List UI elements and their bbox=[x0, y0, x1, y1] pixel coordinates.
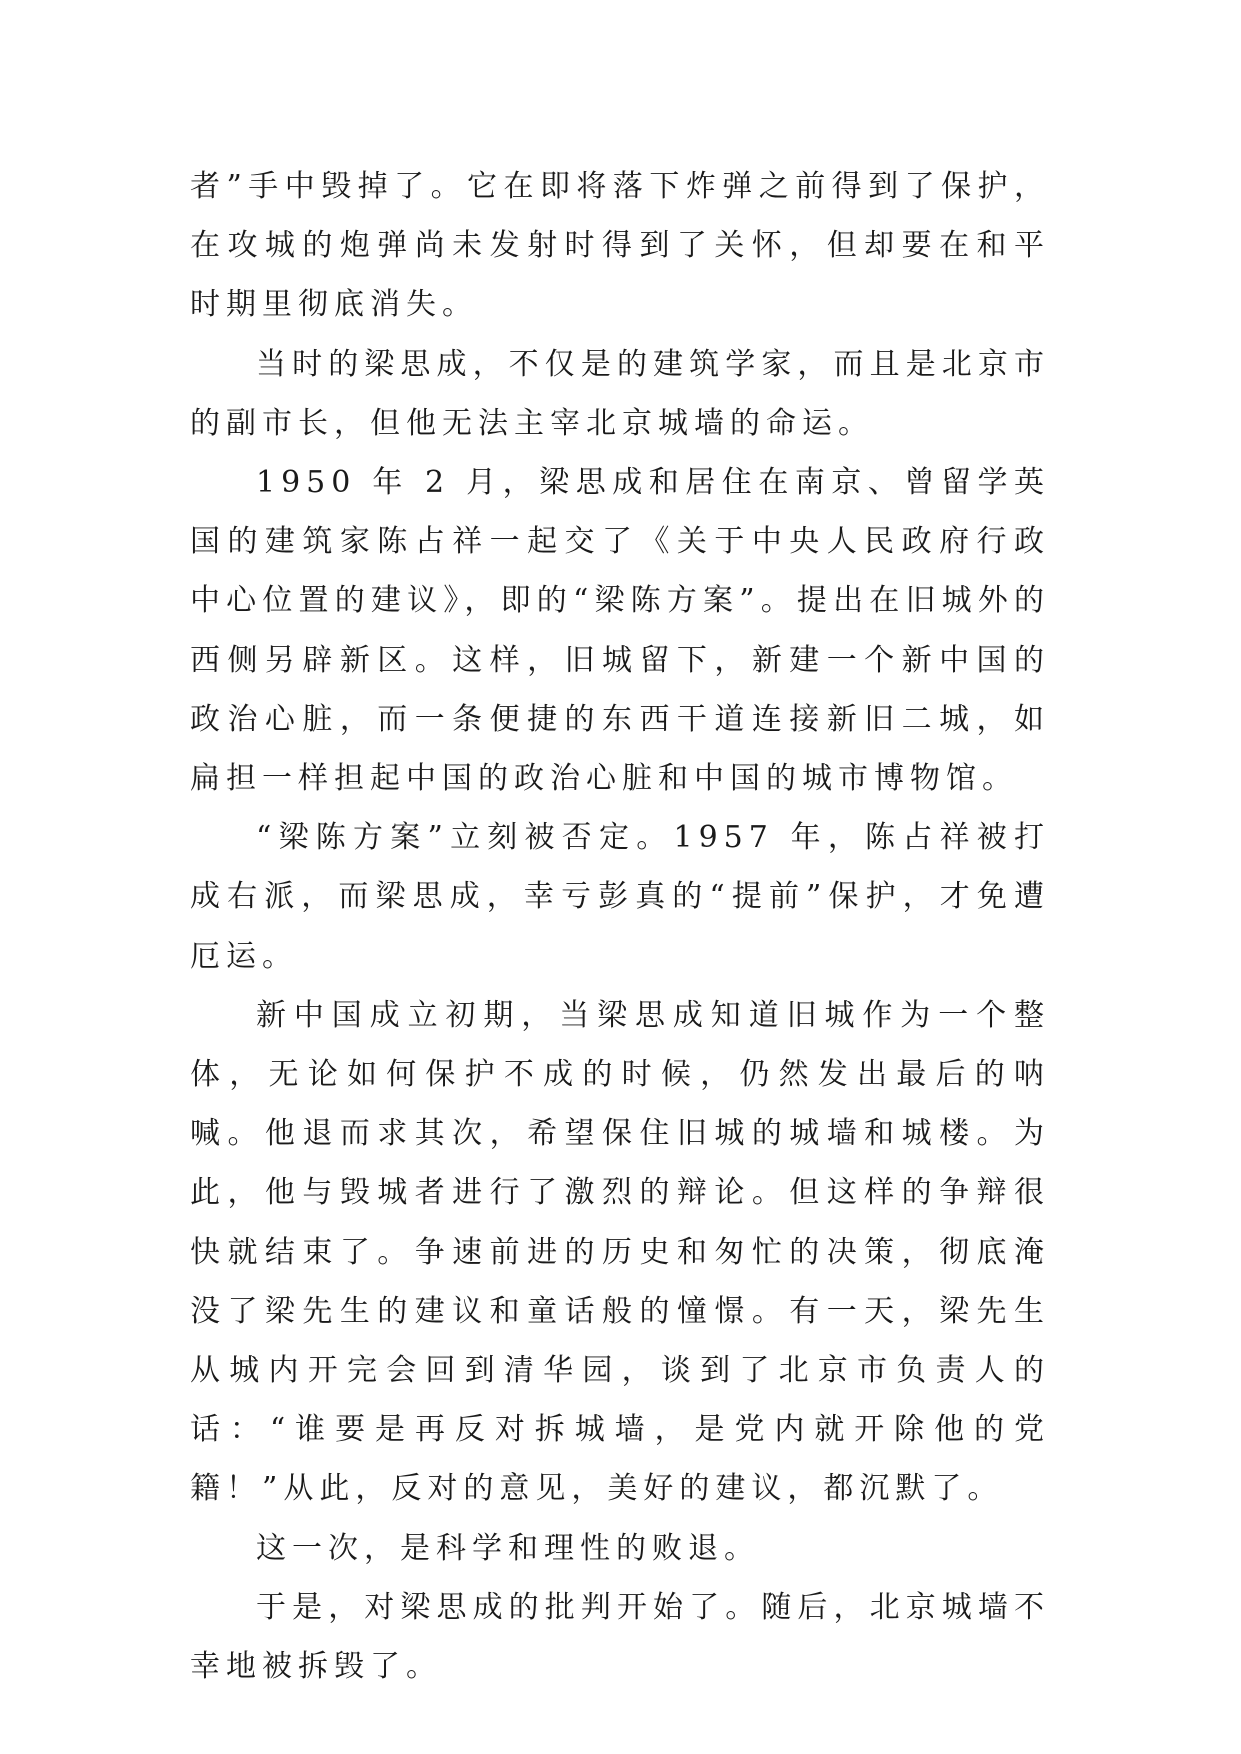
paragraph-final-outcry: 新中国成立初期，当梁思成知道旧城作为一个整体，无论如何保护不成的时候，仍然发出最后的呐喊。他退而求其次，希望保住旧城的城墙和城楼。为此，他与毁城者进行了激烈的辩论。但这样的争辩很快就结束了。争速前进的历史和匆忙的决策，彻底淹没了梁先生的建议和童话般的憧憬。有一天，梁先生从城内开完会回到清华园，谈到了北京市负责人的话：“谁要是再反对拆城墙，是党内就开除他的党籍！”从此，反对的意见，美好的建议，都沉默了。 bbox=[190, 997, 1050, 1507]
paragraph-retreat-of-reason: 这一次，是科学和理性的败退。 bbox=[256, 1530, 760, 1566]
document-body bbox=[190, 157, 1050, 1696]
paragraph-wall-demolished: 于是，对梁思成的批判开始了。随后，北京城墙不幸地被拆毁了。 bbox=[190, 1589, 1050, 1685]
paragraph-liang-chen-proposal: 1950 年 2 月，梁思成和居住在南京、曾留学英国的建筑家陈占祥一起交了《关于中央人民政府行政中心位置的建议》，即的“梁陈方案”。提出在旧城外的西侧另辟新区。这样，旧城留下，新建一个新中国的政治心脏，而一条便捷的东西干道连接新旧二城，如扁担一样担起中国的政治心脏和中国的城市博物馆。 bbox=[190, 465, 1050, 797]
paragraph-continuation: 者”手中毁掉了。它在即将落下炸弹之前得到了保护，在攻城的炮弹尚未发射时得到了关怀，但却要在和平时期里彻底消失。 bbox=[190, 169, 1050, 323]
paragraph-proposal-rejected: “梁陈方案”立刻被否定。1957 年，陈占祥被打成右派，而梁思成，幸亏彭真的“提前”保护，才免遭厄运。 bbox=[190, 820, 1050, 974]
paragraph-liang-vice-mayor: 当时的梁思成，不仅是的建筑学家，而且是北京市的副市长，但他无法主宰北京城墙的命运。 bbox=[190, 346, 1050, 441]
